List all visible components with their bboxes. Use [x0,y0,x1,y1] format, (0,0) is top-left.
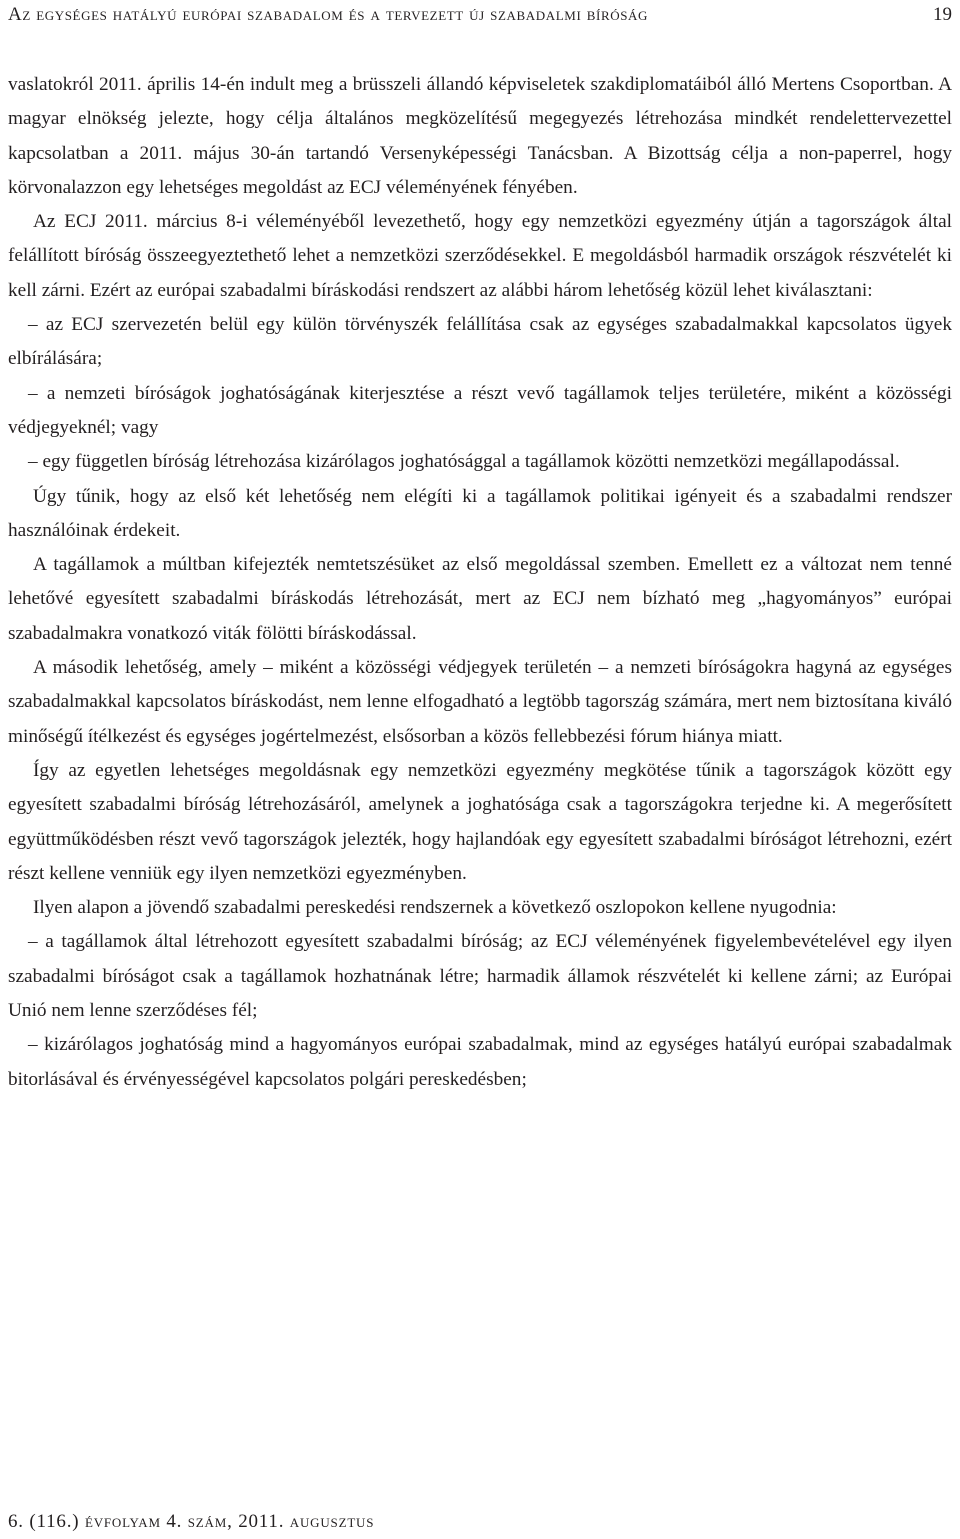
running-head-title: Az egységes hatályú európai szabadalom és a tervezett új szabadalmi bíróság [8,4,649,25]
page-number: 19 [933,4,952,25]
issue-footer: 6. (116.) évfolyam 4. szám, 2011. augusztus [8,1511,375,1532]
running-head [8,4,952,28]
list-item-paragraph: – kizárólagos joghatóság mind a hagyományos európai szabadalmak, mind az egységes hatályú európai szabadalmak bitorlásával és érvényességével kapcsolatos polgári pereskedésben; [8,1034,952,1090]
body-paragraph: Ilyen alapon a jövendő szabadalmi pereskedési rendszernek a következő oszlopokon kellene nyugodnia: [33,897,837,919]
body-paragraph: A második lehetőség, amely – miként a közösségi védjegyek területén – a nemzeti bíróságokra hagyná az egységes szabadalmakkal kapcsolatos bíráskodást, nem lenne elfogadható a legtöbb tagország számára, mert nem biztosítana kiváló minőségű ítélkezést és egységes jogértelmezést, elsősorban a közös fellebbezési fórum hiánya miatt. [8,657,952,747]
list-item-paragraph: – a tagállamok által létrehozott egyesített szabadalmi bíróság; az ECJ véleményének figyelembevételével egy ilyen szabadalmi bíróságot csak a tagállamok hozhatnának létre; harmadik államok részvételét ki kellene zárni; az Európai Unió nem lenne szerződéses fél; [8,931,952,1022]
body-paragraph: Így az egyetlen lehetséges megoldásnak egy nemzetközi egyezmény megkötése tűnik a tagországok között egy egyesített szabadalmi bíróság létrehozásáról, amelynek a joghatósága csak a tagországokra terjedne ki. A megerősített együttműködésben részt vevő tagországok jelezték, hogy hajlandóak egy egyesített szabadalmi bíróságot létrehozni, ezért részt kellene venniük egy ilyen nemzetközi egyezményben. [8,759,952,884]
body-paragraph: A tagállamok a múltban kifejezték nemtetszésüket az első megoldással szemben. Emellett ez a változat nem tenné lehetővé egyesített szabadalmi bíráskodás létrehozását, mert az ECJ nem bízható meg „hagyományos” európai szabadalmakra vonatkozó viták fölötti bíráskodással. [8,554,952,644]
body-text [8,68,952,1097]
body-paragraph: Az ECJ 2011. március 8-i véleményéből levezethető, hogy egy nemzetközi egyezmény útján a tagországok által felállított bíróság összeegyeztethető lehet a nemzetközi szerződésekkel. E megoldásból harmadik országok részvételét ki kell zárni. Ezért az európai szabadalmi bíráskodási rendszert az alábbi három lehetőség közül lehet kiválasztani: [8,211,952,301]
body-paragraph: vaslatokról 2011. április 14-én indult meg a brüsszeli állandó képviseletek szakdiplomatáiból álló Mertens Csoportban. A magyar elnökség jelezte, hogy célja általános megközelítésű megegyezés létrehozása mindkét rendelettervezettel kapcsolatban a 2011. május 30-án tartandó Versenyképességi Tanácsban. A Bizottság célja a non-paperrel, hogy körvonalazzon egy lehetséges megoldást az ECJ véleményének fényében. [8,74,952,198]
list-item-paragraph: – az ECJ szervezetén belül egy külön törvényszék felállítása csak az egységes szabadalmakkal kapcsolatos ügyek elbírálására; [8,314,952,370]
list-item-paragraph: – a nemzeti bíróságok joghatóságának kiterjesztése a részt vevő tagállamok teljes területére, miként a közösségi védjegyeknél; vagy [8,382,952,438]
body-paragraph: Úgy tűnik, hogy az első két lehetőség nem elégíti ki a tagállamok politikai igényeit és a szabadalmi rendszer használóinak érdekeit. [8,485,952,541]
list-item-paragraph: – egy független bíróság létrehozása kizárólagos joghatósággal a tagállamok közötti nemzetközi megállapodással. [28,451,900,473]
